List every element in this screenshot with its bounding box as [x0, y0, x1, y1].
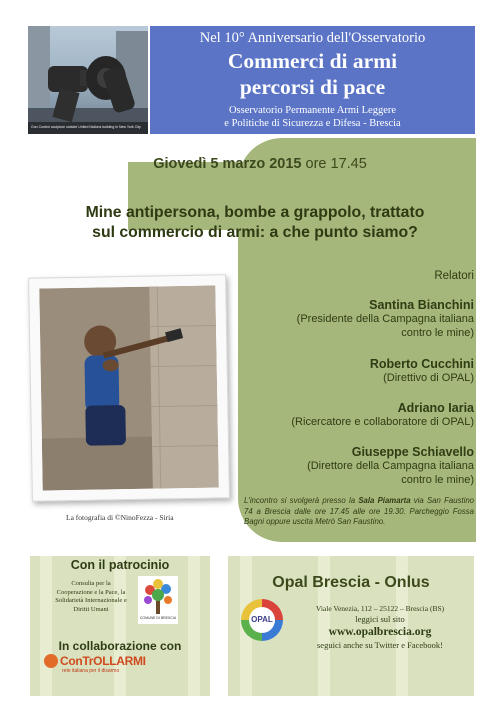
- speaker-name: Giuseppe Schiavello: [351, 445, 474, 459]
- main-title-line1: Commerci di armi: [227, 49, 398, 73]
- header-banner: [150, 26, 475, 134]
- venue-place: Sala Piamarta: [358, 496, 411, 505]
- consulta-line: Diritti Umani: [73, 605, 109, 613]
- speaker-role: (Direttore della Campagna italiana: [307, 460, 474, 472]
- speaker-name: Santina Bianchini: [369, 298, 474, 312]
- speakers-heading: Relatori: [434, 270, 474, 282]
- speaker-roberto-cucchini: [370, 357, 474, 385]
- venue-text-before: L'incontro si svolgerà presso la: [244, 496, 359, 505]
- knotted-gun-sculpture-image: [28, 26, 148, 134]
- opal-read: leggici sul sito: [355, 614, 405, 624]
- speaker-name: Roberto Cucchini: [369, 357, 474, 371]
- speaker-role: (Direttivo di OPAL): [383, 372, 474, 384]
- event-title-line2: sul commercio di armi: a che punto siamo?: [92, 224, 418, 241]
- main-title-line2: percorsi di pace: [239, 75, 386, 99]
- opal-logo: [240, 598, 284, 642]
- opal-social: seguici anche su Twitter e Facebook!: [317, 640, 443, 650]
- anniversary-line: Nel 10° Anniversario dell'Osservatorio: [199, 30, 426, 46]
- venue-info: [244, 496, 474, 528]
- event-title: [40, 203, 470, 243]
- event-date-time: ore 17.45: [301, 156, 367, 172]
- speaker-role: (Presidente della Campagna italiana: [296, 313, 474, 325]
- subtitle-line1: Osservatorio Permanente Armi Leggere: [228, 105, 397, 116]
- sculpture-photo: [28, 26, 148, 134]
- opal-website-link[interactable]: www.opalbrescia.org: [328, 626, 432, 638]
- consulta-line: Consulta per la: [71, 580, 111, 587]
- child-photo-frame: [28, 274, 230, 501]
- consulta-text: [50, 580, 132, 614]
- subtitle-line2: e Politiche di Sicurezza e Difesa - Brescia: [224, 118, 401, 129]
- main-title: [150, 48, 475, 100]
- controllarmi-logo: [44, 654, 164, 676]
- event-date-day: Giovedì 5 marzo 2015: [153, 156, 302, 172]
- collaboration-heading: In collaborazione con: [58, 639, 182, 653]
- photo-caption: Gun Control sculpture outside United Nations building in New York City: [31, 125, 141, 129]
- speaker-role: (Ricercatore e collaboratore di OPAL): [291, 416, 474, 428]
- child-with-gun-image: [39, 285, 218, 490]
- speaker-role: contro le mine): [401, 327, 474, 339]
- opal-title: Opal Brescia - Onlus: [272, 574, 430, 591]
- venue-text-after: via San Faustino 74 a Brescia dalle ore 17.45 alle ore 19.30. Parcheggio Fossa Bagni oppure uscita Metrò San Faustino.: [244, 496, 474, 526]
- opal-logo-text: OPAL: [251, 615, 273, 624]
- patronage-heading: Con il patrocinio: [70, 558, 170, 572]
- speaker-santina-bianchini: [297, 298, 474, 340]
- consulta-line: Solidarietà Internazionale e: [55, 597, 127, 604]
- speaker-name: Adriano Iaria: [397, 401, 474, 415]
- controllarmi-sub: rete italiana per il disarmo: [62, 668, 120, 674]
- speaker-role: contro le mine): [401, 474, 474, 486]
- controllarmi-name: ConTrOLLARMI: [60, 654, 146, 668]
- consulta-line: Cooperazione e la Pace, la: [56, 588, 126, 596]
- speaker-adriano-iaria: [291, 401, 474, 429]
- opal-contact: [290, 604, 470, 651]
- event-title-line1: Mine antipersona, bombe a grappolo, trattato: [85, 204, 425, 221]
- speaker-giuseppe-schiavello: [307, 445, 474, 487]
- photo-credit: La fotografia di ©NinoFezza - Siria: [66, 513, 174, 522]
- opal-address: Viale Venezia, 112 – 25122 – Brescia (BS): [315, 604, 445, 613]
- comune-label: COMUNE DI BRESCIA: [139, 616, 177, 620]
- comune-brescia-logo: [138, 576, 178, 624]
- organization-subtitle: [150, 104, 475, 130]
- event-date: [60, 156, 460, 172]
- controllarmi-icon: [44, 654, 58, 668]
